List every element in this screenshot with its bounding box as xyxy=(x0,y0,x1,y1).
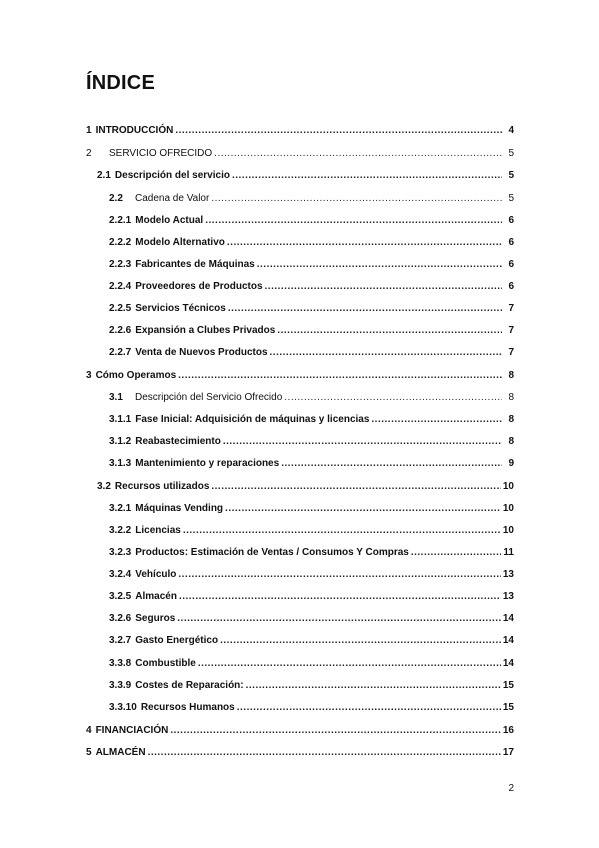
toc-entry-number: 2.2.6 xyxy=(109,325,132,336)
toc-entry-number: 3 xyxy=(86,370,92,381)
dot-leader xyxy=(371,413,502,427)
toc-entry-label: Descripción del Servicio Ofrecido xyxy=(135,392,283,403)
toc-entry-5[interactable] xyxy=(86,746,514,760)
toc-entry-number: 2.2.5 xyxy=(109,303,132,314)
toc-entry-page: 8 xyxy=(508,436,514,447)
dot-leader xyxy=(284,391,502,405)
toc-entry-number: 2.2.4 xyxy=(109,281,132,292)
toc-entry-label: Modelo Alternativo xyxy=(135,237,225,248)
dot-leader xyxy=(277,324,502,338)
dot-leader xyxy=(257,258,502,272)
toc-entry-page: 6 xyxy=(508,259,514,270)
toc-entry-3-2-7[interactable] xyxy=(109,634,514,648)
dot-leader xyxy=(265,280,502,294)
dot-leader xyxy=(183,524,501,538)
toc-entry-label: ALMACÉN xyxy=(95,747,146,758)
toc-entry-3[interactable] xyxy=(86,369,514,383)
page-title: ÍNDICE xyxy=(86,72,155,94)
toc-entry-number: 3.2.7 xyxy=(109,635,132,646)
dot-leader xyxy=(411,546,502,560)
toc-entry-label: Recursos utilizados xyxy=(114,481,210,492)
toc-entry-number: 2.2.2 xyxy=(109,237,132,248)
toc-entry-number: 3.2.2 xyxy=(109,525,132,536)
toc-entry-label: Fabricantes de Máquinas xyxy=(135,259,255,270)
dot-leader xyxy=(228,302,502,316)
toc-entry-2-2-1[interactable] xyxy=(109,214,514,228)
dot-leader xyxy=(225,502,501,516)
toc-entry-2-2-6[interactable] xyxy=(109,324,514,338)
toc-entry-2-2-2[interactable] xyxy=(109,236,514,250)
toc-entry-number: 3.3.8 xyxy=(109,658,132,669)
toc-entry-label: Productos: Estimación de Ventas / Consumos Y Compras xyxy=(135,547,409,558)
toc-entry-number: 3.2.4 xyxy=(109,569,132,580)
toc-entry-number: 1 xyxy=(86,125,92,136)
toc-entry-3-1[interactable] xyxy=(109,391,514,405)
dot-leader xyxy=(179,590,501,604)
toc-entry-2-2-3[interactable] xyxy=(109,258,514,272)
toc-entry-page: 8 xyxy=(508,370,514,381)
toc-entry-number: 3.2.5 xyxy=(109,591,132,602)
dot-leader xyxy=(178,369,502,383)
toc-entry-label: Combustible xyxy=(135,658,196,669)
toc-entry-3-3-9[interactable] xyxy=(109,679,514,693)
toc-entry-label: Descripción del servicio xyxy=(114,170,230,181)
toc-entry-number: 3.2.3 xyxy=(109,547,132,558)
dot-leader xyxy=(227,236,502,250)
toc-entry-page: 17 xyxy=(502,747,514,758)
toc-entry-3-2-5[interactable] xyxy=(109,590,514,604)
dot-leader xyxy=(223,435,502,449)
toc-entry-number: 2.2.3 xyxy=(109,259,132,270)
toc-entry-3-2[interactable] xyxy=(97,480,514,494)
toc-entry-label: Almacén xyxy=(135,591,177,602)
toc-entry-number: 3.2 xyxy=(97,481,111,492)
dot-leader xyxy=(281,457,502,471)
toc-entry-2-2-5[interactable] xyxy=(109,302,514,316)
toc-entry-3-2-4[interactable] xyxy=(109,568,514,582)
toc-entry-3-2-3[interactable] xyxy=(109,546,514,560)
dot-leader xyxy=(214,147,502,161)
toc-entry-number: 5 xyxy=(86,747,92,758)
dot-leader xyxy=(177,612,501,626)
toc-entry-label: INTRODUCCIÓN xyxy=(95,125,174,136)
toc-entry-label: Proveedores de Productos xyxy=(135,281,263,292)
toc-entry-page: 10 xyxy=(502,525,514,536)
toc-entry-page: 11 xyxy=(503,547,514,558)
toc-entry-number: 3.3.10 xyxy=(109,702,137,713)
toc-entry-label: Máquinas Vending xyxy=(135,503,224,514)
toc-entry-number: 3.3.9 xyxy=(109,680,132,691)
toc-entry-2-2-4[interactable] xyxy=(109,280,514,294)
toc-entry-page: 5 xyxy=(508,148,514,159)
toc-entry-label: SERVICIO OFRECIDO xyxy=(109,148,213,159)
toc-entry-3-1-3[interactable] xyxy=(109,457,514,471)
toc-entry-page: 7 xyxy=(508,347,514,358)
toc-entry-number: 2.2.7 xyxy=(109,347,132,358)
dot-leader xyxy=(148,746,501,760)
toc-entry-page: 8 xyxy=(508,414,514,425)
toc-entry-page: 14 xyxy=(502,613,514,624)
toc-entry-page: 7 xyxy=(508,325,514,336)
toc-entry-page: 6 xyxy=(508,281,514,292)
toc-entry-page: 5 xyxy=(508,193,514,204)
toc-entry-page: 6 xyxy=(508,237,514,248)
toc-entry-label: Mantenimiento y reparaciones xyxy=(135,458,280,469)
dot-leader xyxy=(170,724,501,738)
dot-leader xyxy=(246,679,501,693)
toc-entry-label: Modelo Actual xyxy=(135,215,204,226)
toc-entry-page: 8 xyxy=(508,392,514,403)
toc-entry-label: Reabastecimiento xyxy=(135,436,221,447)
dot-leader xyxy=(178,568,501,582)
toc-entry-3-1-2[interactable] xyxy=(109,435,514,449)
toc-entry-page: 15 xyxy=(502,680,514,691)
toc-entry-2[interactable] xyxy=(86,147,514,161)
page-number: 2 xyxy=(508,783,514,794)
toc-entry-number: 2.1 xyxy=(97,170,111,181)
toc-entry-page: 9 xyxy=(508,458,514,469)
toc-entry-page: 6 xyxy=(508,215,514,226)
toc-entry-1[interactable] xyxy=(86,124,514,138)
toc-entry-page: 10 xyxy=(502,481,514,492)
toc-entry-label: Servicios Técnicos xyxy=(135,303,226,314)
dot-leader xyxy=(175,124,502,138)
toc-entry-3-2-6[interactable] xyxy=(109,612,514,626)
toc-entry-label: Vehículo xyxy=(135,569,177,580)
toc-entry-number: 2 xyxy=(86,148,92,159)
toc-entry-2-2-7[interactable] xyxy=(109,346,514,360)
toc-entry-label: Recursos Humanos xyxy=(140,702,235,713)
toc-entry-label: FINANCIACIÓN xyxy=(95,725,169,736)
toc-entry-number: 3.2.1 xyxy=(109,503,132,514)
toc-entry-2-1[interactable] xyxy=(97,169,514,183)
dot-leader xyxy=(211,192,502,206)
toc-entry-2-2[interactable] xyxy=(109,192,514,206)
toc-entry-page: 13 xyxy=(502,591,514,602)
toc-entry-4[interactable] xyxy=(86,724,514,738)
toc-entry-label: Venta de Nuevos Productos xyxy=(135,347,268,358)
toc-entry-number: 3.2.6 xyxy=(109,613,132,624)
toc-entry-page: 10 xyxy=(502,503,514,514)
toc-entry-label: Seguros xyxy=(135,613,176,624)
toc-entry-3-1-1[interactable] xyxy=(109,413,514,427)
toc-entry-number: 3.1.1 xyxy=(109,414,132,425)
toc-entry-number: 2.2 xyxy=(109,193,123,204)
toc-entry-3-2-2[interactable] xyxy=(109,524,514,538)
dot-leader xyxy=(270,346,502,360)
toc-entry-label: Fase Inicial: Adquisición de máquinas y licencias xyxy=(135,414,370,425)
toc-entry-3-3-8[interactable] xyxy=(109,657,514,671)
toc-entry-page: 15 xyxy=(502,702,514,713)
toc-entry-number: 3.1 xyxy=(109,392,123,403)
toc-entry-3-2-1[interactable] xyxy=(109,502,514,516)
toc-entry-page: 13 xyxy=(502,569,514,580)
toc-entry-page: 16 xyxy=(502,725,514,736)
dot-leader xyxy=(205,214,502,228)
toc-entry-label: Licencias xyxy=(135,525,181,536)
toc-entry-label: Costes de Reparación: xyxy=(135,680,244,691)
dot-leader xyxy=(211,480,501,494)
dot-leader xyxy=(220,634,501,648)
toc-entry-number: 3.1.3 xyxy=(109,458,132,469)
toc-entry-page: 4 xyxy=(508,125,514,136)
toc-entry-number: 2.2.1 xyxy=(109,215,132,226)
toc-entry-label: Cadena de Valor xyxy=(135,193,210,204)
toc-entry-number: 3.1.2 xyxy=(109,436,132,447)
toc-entry-label: Expansión a Clubes Privados xyxy=(135,325,276,336)
toc-entry-label: Gasto Energético xyxy=(135,635,219,646)
toc-entry-label: Cómo Operamos xyxy=(95,370,177,381)
dot-leader xyxy=(232,169,502,183)
toc-entry-page: 14 xyxy=(502,635,514,646)
toc-entry-page: 7 xyxy=(508,303,514,314)
dot-leader xyxy=(198,657,501,671)
toc-entry-page: 14 xyxy=(502,658,514,669)
toc-entry-page: 5 xyxy=(508,170,514,181)
toc-entry-3-3-10[interactable] xyxy=(109,701,514,715)
toc-entry-number: 4 xyxy=(86,725,92,736)
dot-leader xyxy=(237,701,501,715)
